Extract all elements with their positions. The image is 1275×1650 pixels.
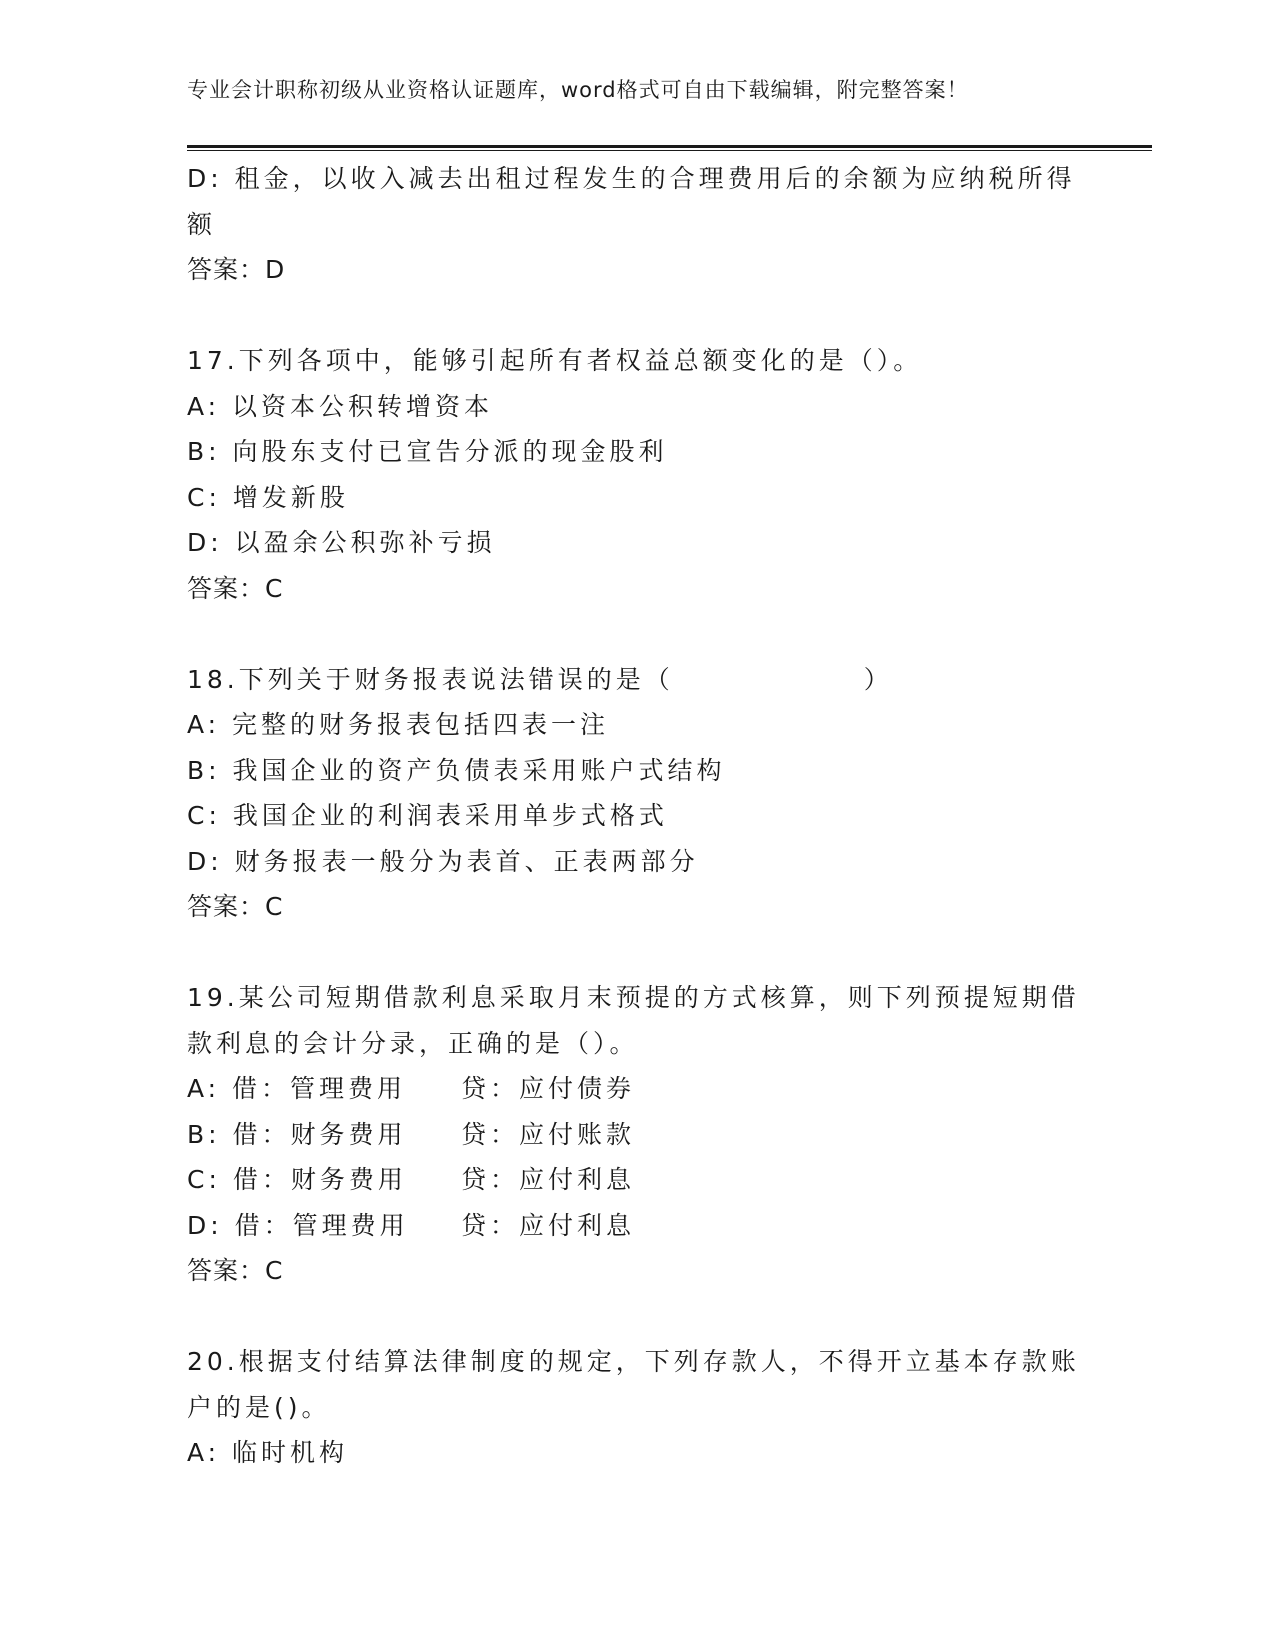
q17-option-d: D: 以盈余公积弥补亏损 [187, 528, 496, 557]
q18-stem [187, 657, 1087, 703]
q19-option-b [187, 1112, 1087, 1158]
q19-option-a-debit: A: 借：管理费用 [187, 1074, 407, 1103]
q19-option-d [187, 1203, 1087, 1249]
q18-option-c: C: 我国企业的利润表采用单步式格式 [187, 801, 668, 830]
q18-option-b: B: 我国企业的资产负债表采用账户式结构 [187, 755, 726, 785]
q19-option-a [187, 1066, 1087, 1112]
q17-option-c: C: 增发新股 [187, 482, 349, 512]
header-divider-thick [187, 145, 1152, 148]
q19-option-d-credit: 贷：应付利息 [461, 1210, 636, 1240]
q17-stem: 17.下列各项中，能够引起所有者权益总额变化的是（）。 [187, 346, 923, 375]
q18-stem-close: ） [863, 664, 893, 694]
question-content [187, 156, 1087, 1476]
spacer [187, 930, 1087, 976]
q18-option-a: A: 完整的财务报表包括四表一注 [187, 710, 610, 739]
q17-answer: 答案：C [187, 573, 284, 603]
header-divider [187, 145, 1152, 151]
header-divider-thin [187, 150, 1152, 151]
q18-answer: 答案：C [187, 892, 284, 921]
q19-option-c [187, 1157, 1087, 1203]
q18-option-d: D: 财务报表一般分为表首、正表两部分 [187, 846, 699, 876]
q19-option-c-credit: 贷：应付利息 [461, 1165, 636, 1194]
spacer [187, 611, 1087, 657]
q19-stem-line1: 19.某公司短期借款利息采取月末预提的方式核算，则下列预提短期借 [187, 983, 1080, 1012]
spacer [187, 1294, 1087, 1340]
q20-stem-line2: 户的是()。 [187, 1392, 331, 1422]
q19-answer: 答案：C [187, 1256, 284, 1285]
q19-option-d-debit: D: 借：管理费用 [187, 1210, 409, 1240]
q20-stem-line1: 20.根据支付结算法律制度的规定，下列存款人，不得开立基本存款账 [187, 1347, 1080, 1376]
q19-option-a-credit: 贷：应付债券 [461, 1074, 636, 1103]
q19-stem-line2: 款利息的会计分录，正确的是（）。 [187, 1028, 639, 1058]
page-header: 专业会计职称初级从业资格认证题库，word格式可自由下载编辑，附完整答案！ [187, 78, 969, 102]
q18-stem-text: 18.下列关于财务报表说法错误的是（ [187, 664, 674, 694]
spacer [187, 293, 1087, 339]
q20-option-a: A: 临时机构 [187, 1438, 349, 1467]
q17-option-a: A: 以资本公积转增资本 [187, 391, 494, 421]
q19-option-b-credit: 贷：应付账款 [461, 1119, 636, 1149]
q19-option-c-debit: C: 借：财务费用 [187, 1165, 407, 1194]
q17-option-b: B: 向股东支付已宣告分派的现金股利 [187, 437, 668, 466]
q16-answer: 答案：D [187, 255, 286, 284]
q16-option-d-line2: 额 [187, 209, 217, 239]
q19-option-b-debit: B: 借：财务费用 [187, 1119, 407, 1149]
q16-option-d-line1: D: 租金，以收入减去出租过程发生的合理费用后的余额为应纳税所得 [187, 164, 1076, 193]
